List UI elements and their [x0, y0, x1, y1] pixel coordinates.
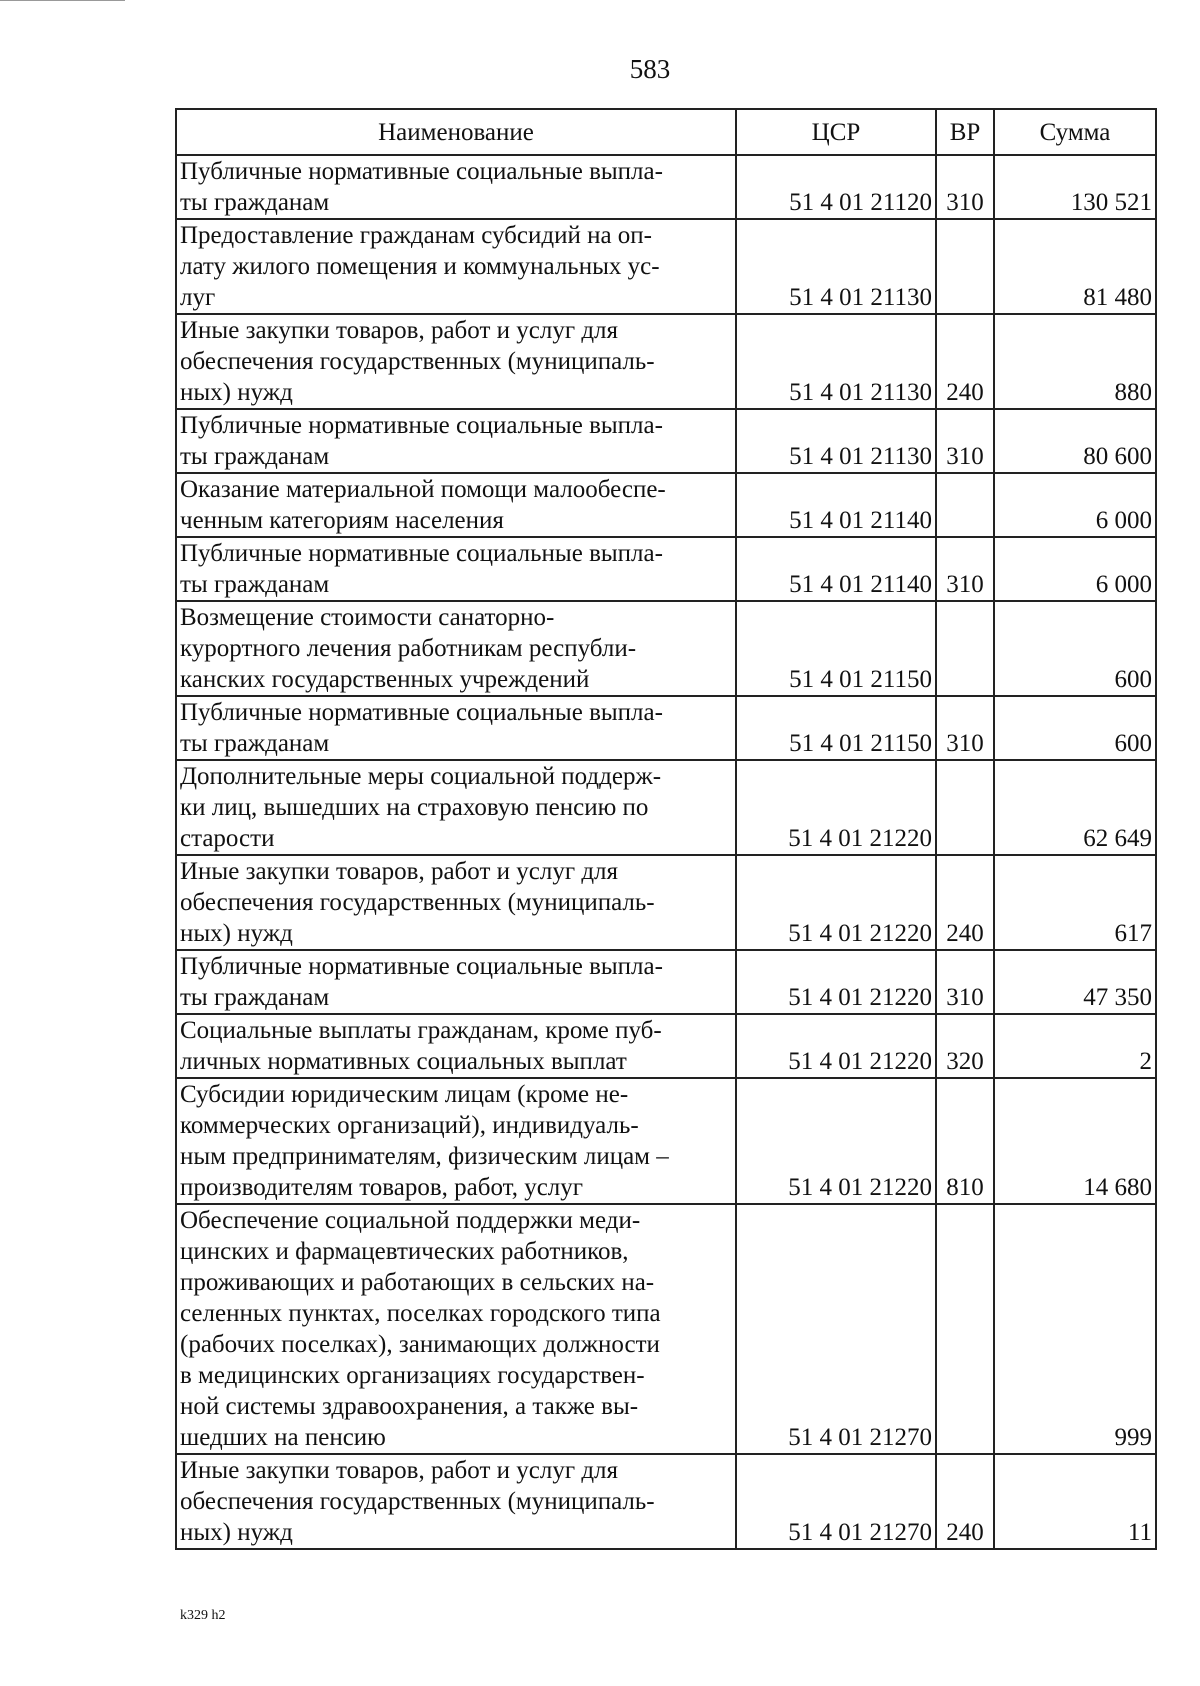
row-vr	[936, 760, 994, 855]
margin-line	[0, 0, 125, 2]
row-csr: 51 4 01 21130	[736, 409, 936, 473]
table-row	[176, 1078, 1156, 1204]
row-csr: 51 4 01 21140	[736, 537, 936, 601]
page-number: 583	[629, 54, 671, 84]
table-row	[176, 1014, 1156, 1078]
header-name: Наименование	[176, 109, 736, 155]
table-row	[176, 473, 1156, 537]
row-sum: 14 680	[994, 1078, 1156, 1204]
table-row	[176, 409, 1156, 473]
row-sum: 880	[994, 314, 1156, 409]
row-name: Социальные выплаты гражданам, кроме пуб- личных нормативных социальных выплат	[176, 1014, 736, 1078]
row-vr: 310	[936, 537, 994, 601]
footer-code: k329 h2	[180, 1608, 226, 1623]
row-name: Публичные нормативные социальные выпла- ты гражданам	[176, 537, 736, 601]
row-name: Иные закупки товаров, работ и услуг для обеспечения государственных (муниципаль- ных) нужд	[176, 1454, 736, 1549]
row-csr: 51 4 01 21220	[736, 855, 936, 950]
row-csr: 51 4 01 21220	[736, 760, 936, 855]
row-sum: 600	[994, 601, 1156, 696]
row-sum: 80 600	[994, 409, 1156, 473]
row-sum: 2	[994, 1014, 1156, 1078]
table-row	[176, 760, 1156, 855]
table-row	[176, 696, 1156, 760]
row-name: Публичные нормативные социальные выпла- ты гражданам	[176, 950, 736, 1014]
row-sum: 617	[994, 855, 1156, 950]
table-row	[176, 314, 1156, 409]
budget-table	[175, 108, 1157, 1550]
table-row	[176, 1454, 1156, 1549]
row-csr: 51 4 01 21150	[736, 601, 936, 696]
row-csr: 51 4 01 21120	[736, 155, 936, 219]
row-vr: 310	[936, 950, 994, 1014]
table-row	[176, 1204, 1156, 1454]
row-vr	[936, 219, 994, 314]
row-csr: 51 4 01 21220	[736, 1014, 936, 1078]
row-sum: 130 521	[994, 155, 1156, 219]
row-name: Предоставление гражданам субсидий на оп- лату жилого помещения и коммунальных ус- луг	[176, 219, 736, 314]
table-row	[176, 950, 1156, 1014]
header-sum: Сумма	[994, 109, 1156, 155]
row-vr: 810	[936, 1078, 994, 1204]
row-sum: 47 350	[994, 950, 1156, 1014]
row-sum: 600	[994, 696, 1156, 760]
row-vr: 320	[936, 1014, 994, 1078]
row-csr: 51 4 01 21140	[736, 473, 936, 537]
row-vr: 310	[936, 155, 994, 219]
row-name: Иные закупки товаров, работ и услуг для обеспечения государственных (муниципаль- ных) нужд	[176, 314, 736, 409]
row-csr: 51 4 01 21220	[736, 1078, 936, 1204]
row-vr: 240	[936, 855, 994, 950]
row-sum: 999	[994, 1204, 1156, 1454]
table-row	[176, 537, 1156, 601]
header-vr: ВР	[936, 109, 994, 155]
row-csr: 51 4 01 21270	[736, 1454, 936, 1549]
row-name: Дополнительные меры социальной поддерж- ки лиц, вышедших на страховую пенсию по старости	[176, 760, 736, 855]
table-row	[176, 219, 1156, 314]
row-vr: 310	[936, 409, 994, 473]
row-vr: 310	[936, 696, 994, 760]
row-csr: 51 4 01 21130	[736, 314, 936, 409]
row-csr: 51 4 01 21130	[736, 219, 936, 314]
row-csr: 51 4 01 21220	[736, 950, 936, 1014]
row-sum: 62 649	[994, 760, 1156, 855]
row-vr: 240	[936, 314, 994, 409]
row-name: Возмещение стоимости санаторно- курортного лечения работникам республи- канских государственных учреждений	[176, 601, 736, 696]
row-sum: 81 480	[994, 219, 1156, 314]
row-csr: 51 4 01 21270	[736, 1204, 936, 1454]
header-csr: ЦСР	[736, 109, 936, 155]
row-sum: 6 000	[994, 537, 1156, 601]
table-row	[176, 601, 1156, 696]
row-csr: 51 4 01 21150	[736, 696, 936, 760]
row-vr: 240	[936, 1454, 994, 1549]
row-sum: 11	[994, 1454, 1156, 1549]
row-name: Субсидии юридическим лицам (кроме не- коммерческих организаций), индивидуаль- ным предпринимателям, физическим лицам – производителям товаров, работ, услуг	[176, 1078, 736, 1204]
row-sum: 6 000	[994, 473, 1156, 537]
row-name: Публичные нормативные социальные выпла- ты гражданам	[176, 409, 736, 473]
row-name: Иные закупки товаров, работ и услуг для обеспечения государственных (муниципаль- ных) нужд	[176, 855, 736, 950]
row-vr	[936, 1204, 994, 1454]
table-row	[176, 155, 1156, 219]
row-name: Обеспечение социальной поддержки меди- цинских и фармацевтических работников, проживающих и работающих в сельских на- селенных пунктах, поселках городского типа (рабочих поселках), занимающих должности в медицинских организациях государствен- ной системы здравоохранения, а также вы- шедших на пенсию	[176, 1204, 736, 1454]
row-name: Публичные нормативные социальные выпла- ты гражданам	[176, 696, 736, 760]
row-name: Оказание материальной помощи малообеспе- ченным категориям населения	[176, 473, 736, 537]
table-row	[176, 855, 1156, 950]
row-vr	[936, 601, 994, 696]
row-vr	[936, 473, 994, 537]
row-name: Публичные нормативные социальные выпла- ты гражданам	[176, 155, 736, 219]
table-header-row	[176, 109, 1156, 155]
